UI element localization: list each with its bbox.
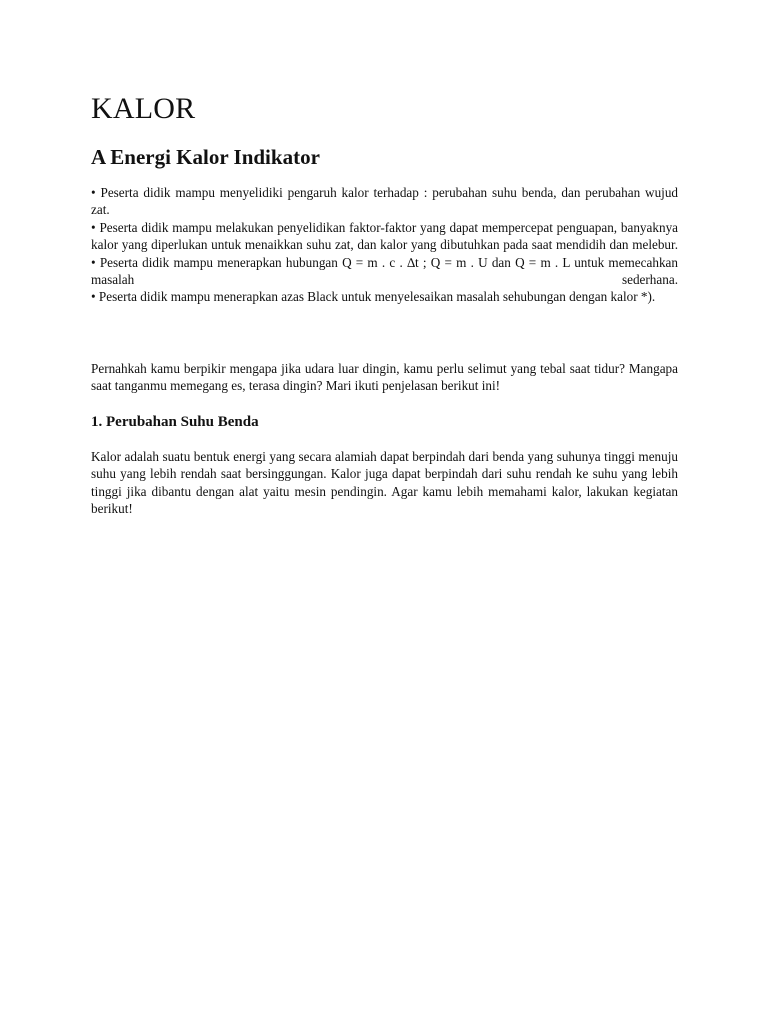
indicator-text: Peserta didik mampu melakukan penyelidikan faktor-faktor yang dapat mempercepat penguapan, banyaknya kalor yang diperlukan untuk menaikkan suhu zat, dan kalor yang dibutuhkan pada saat mendidih dan melebur.	[91, 219, 679, 253]
document-title: KALOR	[91, 92, 196, 125]
indicator-text: Peserta didik mampu menyelidiki pengaruh kalor terhadap : perubahan suhu benda, dan perubahan wujud zat.	[91, 185, 679, 218]
subsection-heading: 1. Perubahan Suhu Benda	[91, 414, 259, 430]
bullet-icon: •	[91, 254, 96, 270]
indicator-item	[91, 288, 678, 305]
indicator-text: Peserta didik mampu menerapkan hubungan Q = m . c . ∆t ; Q = m . U dan Q = m . L untuk memecahkan masalah sederhana.	[91, 254, 678, 288]
indicator-list	[91, 184, 678, 306]
indicator-item	[91, 219, 678, 254]
section-heading: A Energi Kalor Indikator	[91, 145, 320, 169]
intro-paragraph: Pernahkah kamu berpikir mengapa jika udara luar dingin, kamu perlu selimut yang tebal saat tidur? Mangapa saat tanganmu memegang es, terasa dingin? Mari ikuti penjelasan berikut ini!	[91, 361, 678, 394]
indicator-item	[91, 254, 678, 289]
bullet-icon: •	[91, 185, 96, 200]
bullet-icon: •	[91, 219, 96, 235]
bullet-icon: •	[91, 289, 96, 305]
indicator-text: Peserta didik mampu menerapkan azas Black untuk menyelesaikan masalah sehubungan dengan kalor *).	[98, 289, 656, 305]
body-paragraph: Kalor adalah suatu bentuk energi yang secara alamiah dapat berpindah dari benda yang suhunya tinggi menuju suhu yang lebih rendah saat bersinggungan. Kalor juga dapat berpindah dari suhu rendah ke suhu yang lebih tinggi jika dibantu dengan alat yaitu mesin pendingin. Agar kamu lebih memahami kalor, lakukan kegiatan berikut!	[91, 449, 678, 517]
indicator-item	[91, 184, 678, 219]
